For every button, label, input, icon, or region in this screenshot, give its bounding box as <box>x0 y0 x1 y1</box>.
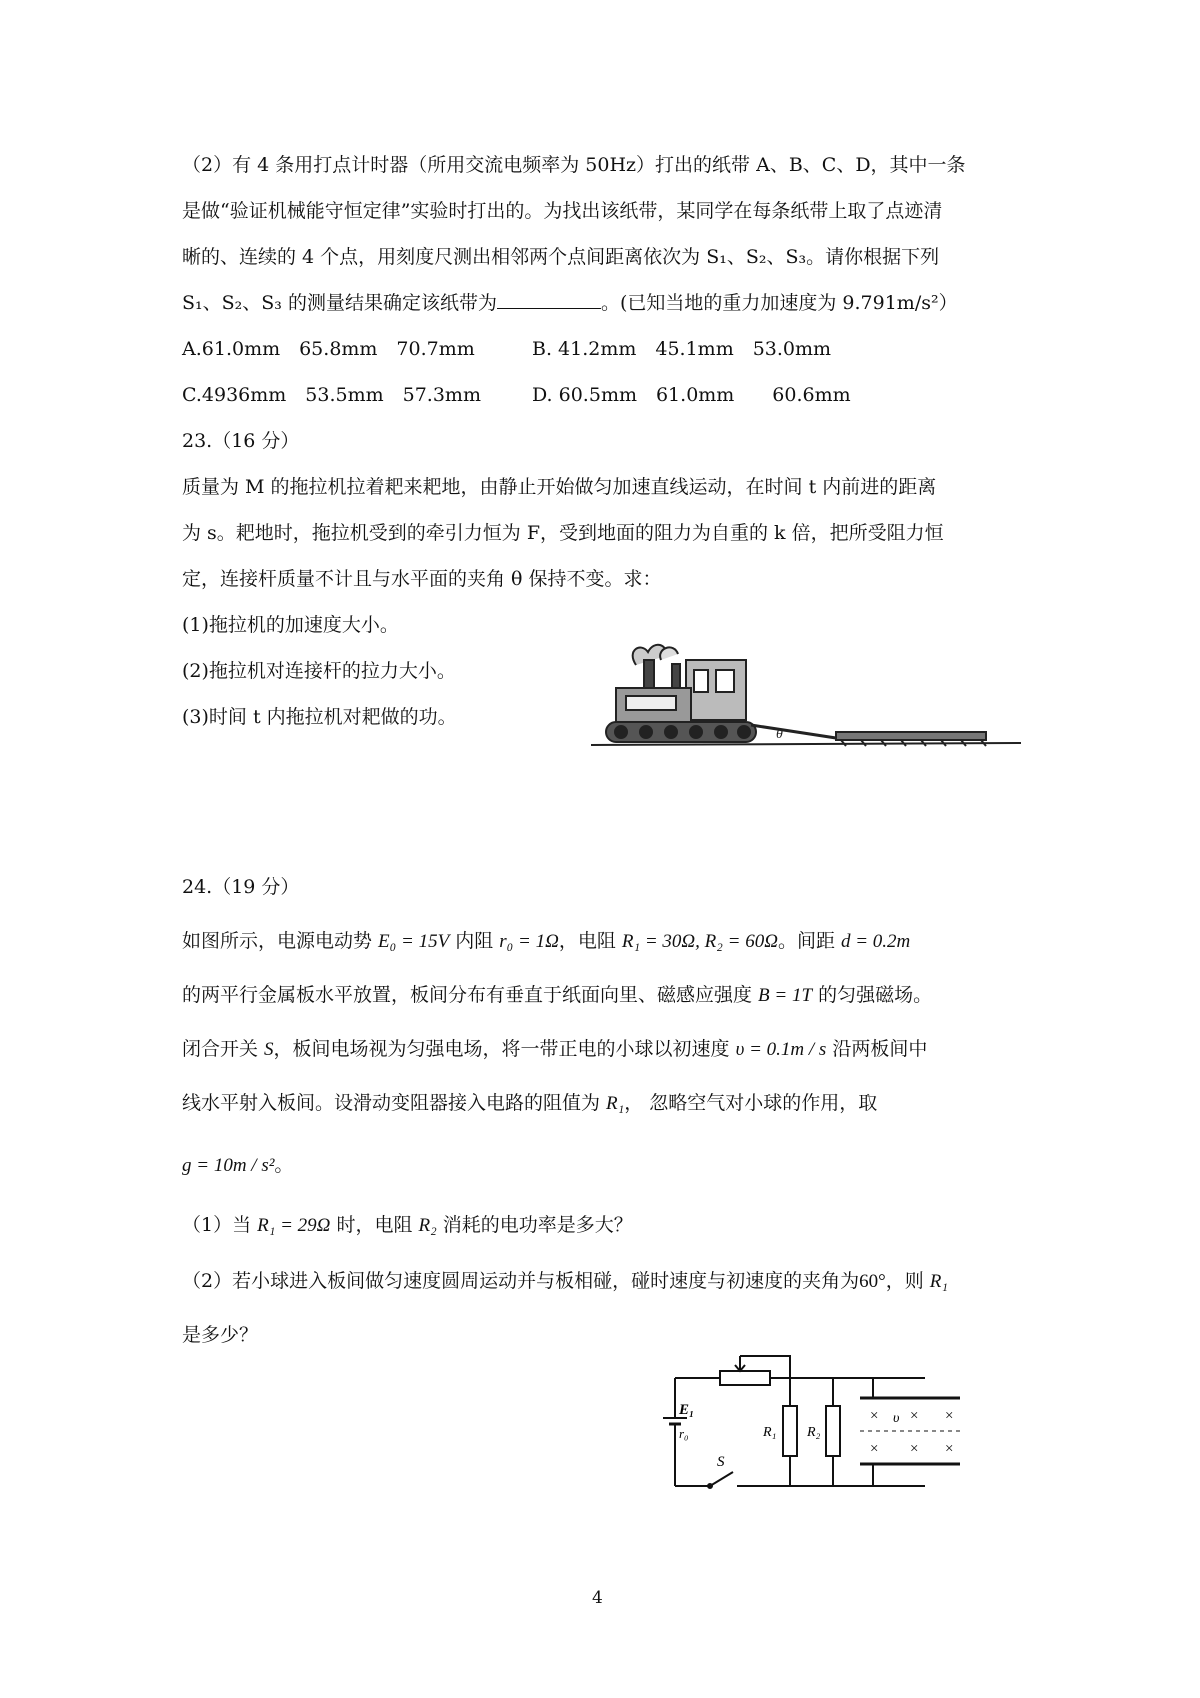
option-d: D. 60.5mm 61.0mm 60.6mm <box>532 384 851 406</box>
q24-line4 <box>182 1088 877 1115</box>
q24-l3-c: 沿两板间中 <box>826 1038 928 1060</box>
q24-sub2 <box>182 1266 948 1293</box>
gravity-value: g = 10m / s² <box>182 1155 275 1176</box>
circuit-velocity-label: υ <box>893 1411 900 1426</box>
q24-header: 24.（19 分） <box>182 876 300 898</box>
page-number: 4 <box>592 1588 603 1608</box>
q24-l1-b: 内阻 <box>449 930 500 952</box>
q23-p3: 定，连接杆质量不计且与水平面的夹角 θ 保持不变。求： <box>182 568 662 590</box>
q24-l1-a: 如图所示，电源电动势 <box>182 930 379 952</box>
q24-l4-a: 线水平射入板间。设滑动变阻器接入电路的阻值为 <box>182 1092 607 1114</box>
q24-s1-c: 消耗的电功率是多大？ <box>436 1214 633 1236</box>
q23-header: 23.（16 分） <box>182 430 300 452</box>
option-a: A.61.0mm 65.8mm 70.7mm <box>182 338 475 360</box>
q22-line4 <box>182 288 958 315</box>
initial-velocity: υ = 0.1m / s <box>735 1039 827 1060</box>
q22-line4-b: 。(已知当地的重力加速度为 9.791m/s²） <box>600 292 958 314</box>
option-c: C.4936mm 53.5mm 57.3mm <box>182 384 481 406</box>
circuit-r0-label: r₀ <box>679 1426 689 1441</box>
q24-l1-d: 。间距 <box>777 930 841 952</box>
q24-l4-b: ， 忽略空气对小球的作用，取 <box>624 1092 878 1114</box>
field-x-mark: × <box>870 1408 879 1424</box>
q23-sub3: (3)时间 t 内拖拉机对耙做的功。 <box>182 706 457 728</box>
q22-line4-a: S₁、S₂、S₃ 的测量结果确定该纸带为 <box>182 292 497 314</box>
resistor-values: R₁ = 30Ω, R₂ = 60Ω <box>621 931 778 952</box>
q23-sub1: (1)拖拉机的加速度大小。 <box>182 614 399 636</box>
q24-l5-b: 。 <box>274 1154 294 1176</box>
answer-blank <box>497 291 601 309</box>
q24-l3-a: 闭合开关 <box>182 1038 265 1060</box>
option-b: B. 41.2mm 45.1mm 53.0mm <box>532 338 832 360</box>
angle-value: 60° <box>859 1271 886 1292</box>
rheostat-symbol: R₁ <box>606 1093 625 1114</box>
q24-l2-b: 的匀强磁场。 <box>812 984 933 1006</box>
r1-symbol: R₁ <box>929 1271 948 1292</box>
q23-p1: 质量为 M 的拖拉机拉着耙来耙地，由静止开始做匀加速直线运动，在时间 t 内前进的距离 <box>182 476 937 498</box>
field-x-mark: × <box>945 1441 954 1457</box>
emf-value: E₀ = 15V <box>378 931 450 952</box>
q24-s1-b: 时，电阻 <box>330 1214 419 1236</box>
magnetic-field: B = 1T <box>758 985 813 1006</box>
q22-line3: 晰的、连续的 4 个点，用刻度尺测出相邻两个点间距离依次为 S₁、S₂、S₃。请你根据下列 <box>182 246 940 268</box>
q22-line2: 是做“验证机械能守恒定律”实验时打出的。为找出该纸带，某同学在每条纸带上取了点迹清 <box>182 200 943 222</box>
q24-s2-a: （2）若小球进入板间做匀速度圆周运动并与板相碰，碰时速度与初速度的夹角为 <box>182 1270 860 1292</box>
internal-resistance: r₀ = 1Ω <box>499 931 559 952</box>
q24-line2 <box>182 980 932 1007</box>
q24-s2-b: ，则 <box>885 1270 930 1292</box>
q24-sub2-cont: 是多少？ <box>182 1324 259 1346</box>
circuit-emf-label: E₁ <box>679 1402 695 1418</box>
tractor-figure <box>586 620 1026 760</box>
field-x-mark: × <box>945 1408 954 1424</box>
q24-s1-a: （1）当 <box>182 1214 258 1236</box>
q24-line3 <box>182 1034 927 1061</box>
q24-l3-b: ，板间电场视为匀强电场，将一带正电的小球以初速度 <box>273 1038 736 1060</box>
q24-line1 <box>182 926 910 953</box>
field-x-mark: × <box>870 1441 879 1457</box>
circuit-r2-label: R₂ <box>807 1425 821 1440</box>
q23-p2: 为 s。耙地时，拖拉机受到的牵引力恒为 F，受到地面的阻力为自重的 k 倍，把所受阻力恒 <box>182 522 944 544</box>
circuit-diagram <box>655 1338 1005 1498</box>
q24-l2-a: 的两平行金属板水平放置，板间分布有垂直于纸面向里、磁感应强度 <box>182 984 759 1006</box>
circuit-switch-label: S <box>717 1454 725 1470</box>
plate-distance: d = 0.2m <box>840 931 911 952</box>
switch-symbol: S <box>264 1039 274 1060</box>
q23-sub2: (2)拖拉机对连接杆的拉力大小。 <box>182 660 456 682</box>
field-x-mark: × <box>910 1408 919 1424</box>
q24-sub1 <box>182 1210 633 1237</box>
q24-l1-c: ，电阻 <box>558 930 622 952</box>
q22-line1: （2）有 4 条用打点计时器（所用交流电频率为 50Hz）打出的纸带 A、B、C、D，其中一条 <box>182 154 966 176</box>
angle-label: θ <box>776 727 783 742</box>
r1-given: R₁ = 29Ω <box>257 1215 331 1236</box>
q24-line5 <box>182 1150 293 1177</box>
field-x-mark: × <box>910 1441 919 1457</box>
r2-symbol: R₂ <box>418 1215 437 1236</box>
circuit-r1-label: R₁ <box>763 1425 777 1440</box>
